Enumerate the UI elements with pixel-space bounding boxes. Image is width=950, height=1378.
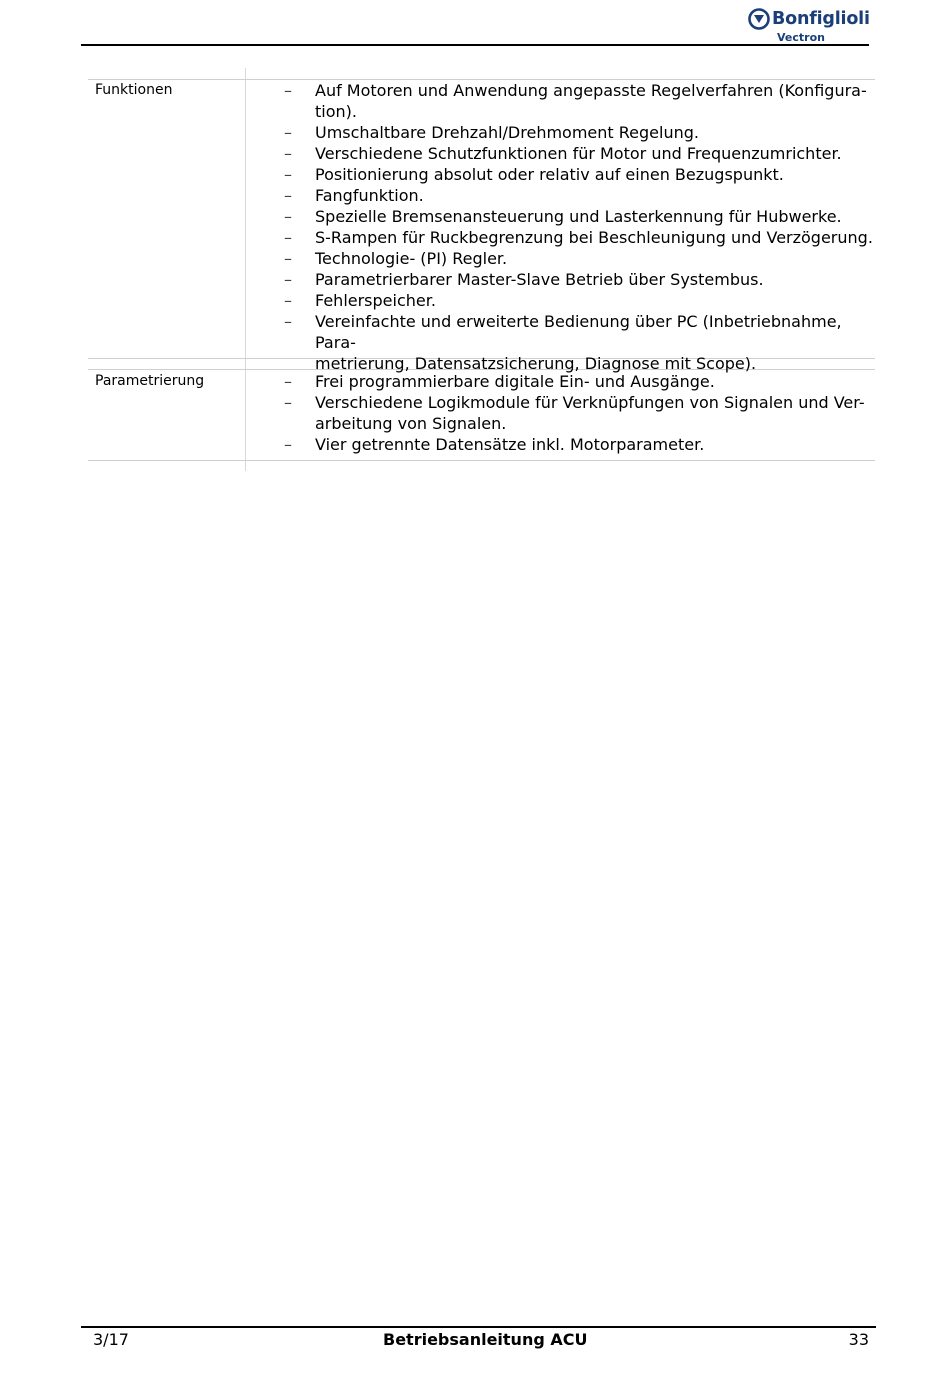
footer-edition: 3/17 [93, 1330, 129, 1349]
dash-bullet: – [284, 372, 292, 391]
dash-bullet: – [284, 393, 292, 412]
list-item: – S-Rampen für Ruckbegrenzung bei Beschleunigung und Verzögerung. [284, 228, 873, 247]
funktionen-list [284, 80, 874, 374]
list-item: – Technologie- (PI) Regler. [284, 249, 508, 268]
list-item: – Verschiedene Schutzfunktionen für Motor und Frequenzumrichter. [284, 144, 842, 163]
list-item: – Umschaltbare Drehzahl/Drehmoment Regelung. [284, 123, 699, 142]
list-item: – Parametrierbarer Master-Slave Betrieb über Systembus. [284, 270, 764, 289]
dash-bullet: – [284, 291, 292, 310]
dash-bullet: – [284, 270, 292, 289]
brand-logo [748, 6, 870, 44]
list-item: – Fangfunktion. [284, 186, 424, 205]
dash-bullet: – [284, 249, 292, 268]
footer-document-title: Betriebsanleitung ACU [383, 1330, 588, 1349]
dash-bullet: – [284, 312, 292, 331]
list-item: – Spezielle Bremsenansteuerung und Lasterkennung für Hubwerke. [284, 207, 842, 226]
dash-bullet: – [284, 207, 292, 226]
dash-bullet: – [284, 123, 292, 142]
row-label-funktionen: Funktionen [95, 82, 173, 98]
table-bottom-rule [88, 460, 875, 461]
row-label-parametrierung: Parametrierung [95, 373, 205, 389]
dash-bullet: – [284, 435, 292, 454]
parametrierung-list [284, 371, 874, 455]
list-item: – Auf Motoren und Anwendung angepasste Regelverfahren (Konfigura- tion). [284, 81, 867, 121]
list-item: – Verschiedene Logikmodule für Verknüpfungen von Signalen und Ver- arbeitung von Signalen. [284, 393, 865, 433]
list-item: – Positionierung absolut oder relativ auf einen Bezugspunkt. [284, 165, 784, 184]
brand-name: Bonfiglioli [772, 9, 870, 29]
dash-bullet: – [284, 186, 292, 205]
dash-bullet: – [284, 144, 292, 163]
brand-subname: Vectron [777, 31, 825, 44]
footer-rule [81, 1326, 876, 1328]
column-divider [245, 68, 246, 471]
list-item: – Fehlerspeicher. [284, 291, 436, 310]
dash-bullet: – [284, 165, 292, 184]
dash-bullet: – [284, 228, 292, 247]
dash-bullet: – [284, 81, 292, 100]
header-rule [81, 44, 869, 46]
list-item: – Frei programmierbare digitale Ein- und Ausgänge. [284, 372, 715, 391]
list-item: – Vereinfachte und erweiterte Bedienung über PC (Inbetriebnahme, Para- metrierung, Datensatzsicherung, Diagnose mit Scope). [284, 312, 842, 373]
page-number: 33 [848, 1330, 869, 1349]
list-item: – Vier getrennte Datensätze inkl. Motorparameter. [284, 435, 705, 454]
bonfiglioli-logo-icon [748, 8, 770, 30]
